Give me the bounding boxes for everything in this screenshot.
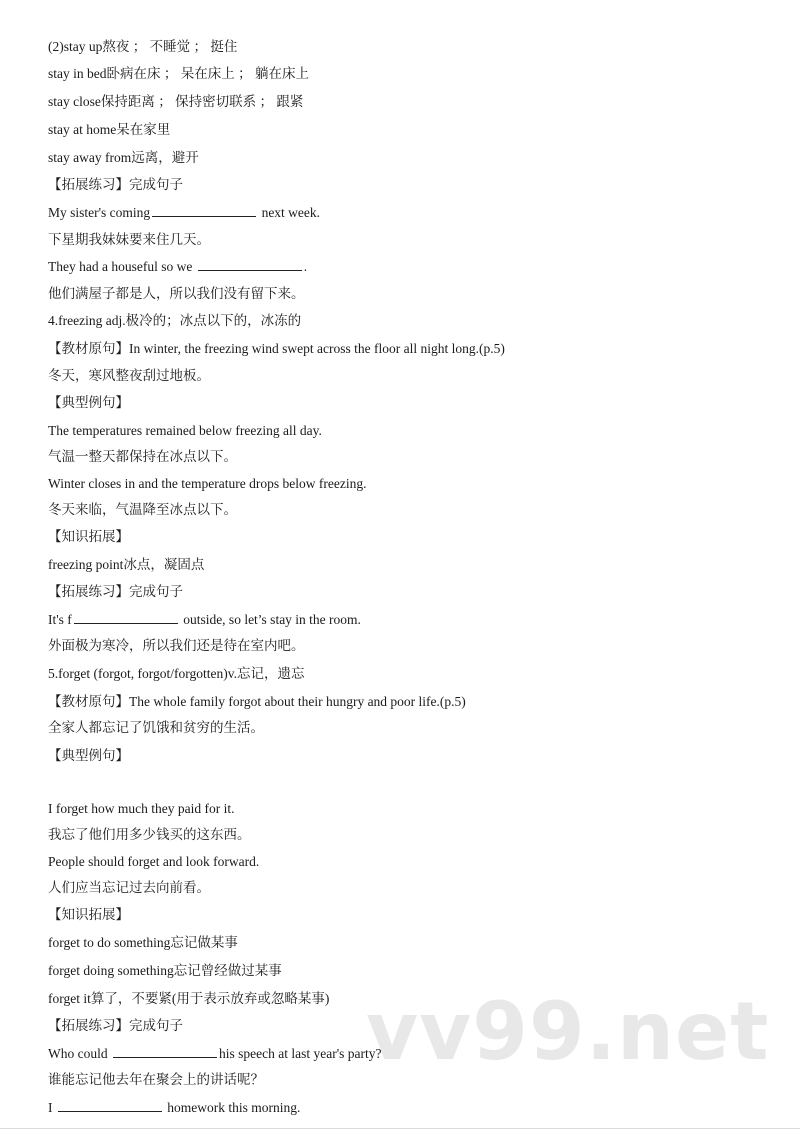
text-line: forget doing something忘记曾经做过某事 — [48, 963, 282, 978]
text-line: 他们满屋子都是人，所以我们没有留下来。 — [48, 286, 305, 301]
text-line: stay in bed卧病在床 ； 呆在床上 ； 躺在床上 — [48, 66, 309, 81]
site-watermark: vv99.net — [366, 985, 770, 1078]
fill-blank — [74, 610, 178, 624]
text-line: The temperatures remained below freezing all day. — [48, 423, 322, 438]
sentence-part: outside, so let’s stay in the room. — [183, 612, 361, 627]
text-line: (2)stay up熬夜 ； 不睡觉 ； 挺住 — [48, 39, 238, 54]
section-heading: 【拓展练习】完成句子 — [48, 1018, 183, 1033]
exercise-sentence — [48, 203, 760, 223]
text-line: stay away from远离，避开 — [48, 150, 199, 165]
section-heading: 【知识拓展】 — [48, 529, 129, 544]
section-heading: 【拓展练习】完成句子 — [48, 584, 183, 599]
sentence-part: My sister's coming — [48, 205, 151, 220]
section-heading: 【知识拓展】 — [48, 907, 129, 922]
sentence-part: Who could — [48, 1046, 108, 1061]
text-line: forget it算了，不要紧(用于表示放弃或忽略某事) — [48, 991, 330, 1006]
text-line: I forget how much they paid for it. — [48, 801, 235, 816]
vocab-entry: 4.freezing adj.极冷的；冰点以下的，冰冻的 — [48, 313, 302, 328]
sentence-part: his speech at last year's party? — [219, 1046, 382, 1061]
fill-blank — [198, 257, 302, 271]
text-line: 【教材原句】In winter, the freezing wind swept across the floor all night long.(p.5) — [48, 341, 505, 356]
text-line: 我忘了他们用多少钱买的这东西。 — [48, 827, 251, 842]
text-line: 冬天来临，气温降至冰点以下。 — [48, 502, 237, 517]
text-line: 人们应当忘记过去向前看。 — [48, 880, 210, 895]
text-line: 全家人都忘记了饥饿和贫穷的生活。 — [48, 720, 264, 735]
section-heading: 【典型例句】 — [48, 748, 129, 763]
text-line: People should forget and look forward. — [48, 854, 260, 869]
sentence-part: They had a houseful so we — [48, 259, 193, 274]
text-line: forget to do something忘记做某事 — [48, 935, 238, 950]
section-heading: 【拓展练习】完成句子 — [48, 177, 183, 192]
sentence-part: homework this morning. — [167, 1100, 301, 1115]
text-line: Winter closes in and the temperature drops below freezing. — [48, 476, 367, 491]
exercise-sentence — [48, 1098, 760, 1118]
sentence-part: It's f — [48, 612, 72, 627]
page-bottom-divider — [0, 1128, 800, 1129]
text-line: 外面极为寒冷，所以我们还是待在室内吧。 — [48, 638, 305, 653]
text-line: 谁能忘记他去年在聚会上的讲话呢？ — [48, 1072, 264, 1087]
text-line: 【教材原句】The whole family forgot about their hungry and poor life.(p.5) — [48, 694, 466, 709]
section-heading: 【典型例句】 — [48, 395, 129, 410]
sentence-part: I — [48, 1100, 53, 1115]
exercise-sentence — [48, 257, 760, 277]
text-line: freezing point冰点，凝固点 — [48, 557, 205, 572]
fill-blank — [58, 1098, 162, 1112]
fill-blank — [113, 1044, 217, 1058]
text-line: 冬天，寒风整夜刮过地板。 — [48, 368, 210, 383]
exercise-sentence — [48, 610, 760, 630]
fill-blank — [152, 203, 256, 217]
text-line: stay close保持距离 ； 保持密切联系 ； 跟紧 — [48, 94, 304, 109]
vocab-entry: 5.forget (forgot, forgot/forgotten)v.忘记，遗忘 — [48, 666, 305, 681]
text-line: stay at home呆在家里 — [48, 122, 171, 137]
sentence-part: next week. — [261, 205, 321, 220]
text-line: 气温一整天都保持在冰点以下。 — [48, 449, 237, 464]
text-line: 下星期我妹妹要来住几天。 — [48, 232, 210, 247]
sentence-part: . — [303, 259, 308, 274]
